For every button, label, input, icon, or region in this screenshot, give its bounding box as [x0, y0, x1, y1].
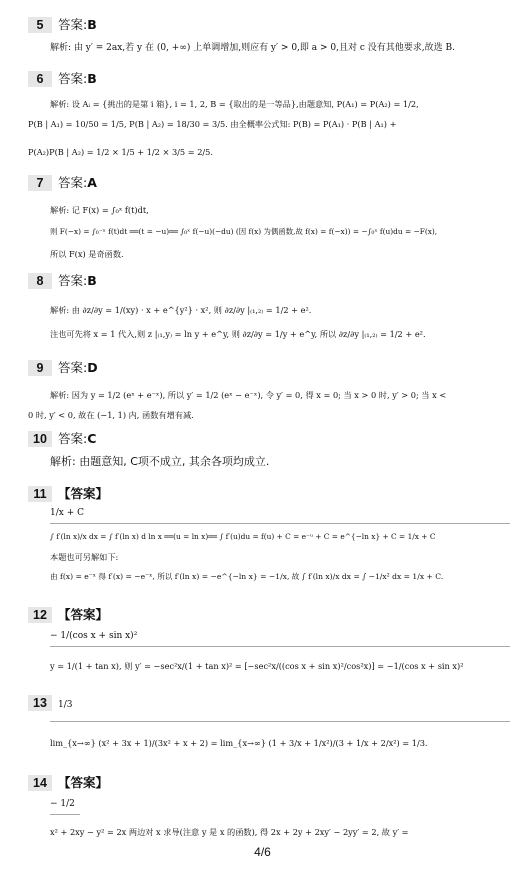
explanation-line: 解析: 由 y′ = 2ax,若 y 在 (0, +∞) 上单调增加,则应有 y′ > 0,即 a > 0,且对 c 没有其他要求,故选 B.	[50, 43, 455, 53]
explanation-line: x² + 2xy − y² = 2x 两边对 x 求导(注意 y 是 x 的函数), 得 2x + 2y + 2xy′ − 2yy′ = 2, 故 y′ =	[50, 827, 409, 837]
explanation-line: y = 1/(1 + tan x), 则 y′ = −sec²x/(1 + tan x)² = [−sec²x/((cos x + sin x)²/cos²x)] = −1/(cos x + sin x)²	[50, 661, 464, 671]
answer-label: 【答案】	[58, 607, 109, 622]
explanation-line: P(A₂)P(B | A₂) = 1/2 × 1/5 + 1/2 × 3/5 = 2/5.	[28, 147, 213, 157]
answer-value: B	[87, 17, 97, 32]
question-7	[28, 172, 508, 261]
explanation-line: 解析: 记 F(x) = ∫₀ˣ f(t)dt,	[50, 205, 149, 215]
answer-label: 答案:	[58, 360, 88, 375]
answer-label: 【答案】	[58, 486, 109, 501]
question-13	[28, 692, 508, 750]
explanation-line: 注也可先将 x = 1 代入,则 z |₍₁,y₎ = ln y + e^y, 则 ∂z/∂y = 1/y + e^y, 所以 ∂z/∂y |₍₁,₂₎ = 1/2 + e².	[50, 329, 426, 339]
answer-value: C	[87, 431, 97, 446]
question-10	[28, 428, 508, 469]
explanation-line: 0 时, y′ < 0, 故在 (−1, 1) 内, 函数有增有减.	[28, 410, 194, 420]
answer-value: B	[87, 273, 97, 288]
explanation-line: lim_{x→∞} (x² + 3x + 1)/(3x² + x + 2) = lim_{x→∞} (1 + 3/x + 1/x²)/(3 + 1/x + 2/x²) = 1/3.	[50, 738, 428, 748]
answer-label: 答案:	[58, 175, 88, 190]
explanation-line: 则 F(−x) = ∫₀⁻ˣ f(t)dt ══(t = −u)══ ∫₀ˣ f(−u)(−du) (因 f(x) 为偶函数,故 f(x) = f(−x)) = −∫₀ˣ f(u)du = −F(x),	[50, 227, 438, 236]
question-9	[28, 357, 508, 422]
answer-formula: − 1/2	[50, 799, 75, 809]
question-number: 6	[28, 71, 52, 87]
explanation-line: 解析: 设 Aᵢ = {挑出的是第 i 箱}, i = 1, 2, B = {取出的是一等品},由题意知, P(A₁) = P(A₂) = 1/2,	[50, 99, 419, 109]
answer-formula: 1/x + C	[50, 508, 84, 518]
explanation-line: ∫ f′(ln x)/x dx = ∫ f′(ln x) d ln x ══(u = ln x)══ ∫ f′(u)du = f(u) + C = e⁻ᵘ + C = e^{−ln x} + C = 1/x + C	[50, 532, 436, 541]
question-number: 10	[28, 431, 52, 447]
answer-formula: 1/3	[58, 700, 73, 710]
answer-label: 答案:	[58, 273, 88, 288]
answer-label: 答案:	[58, 71, 88, 86]
answer-label: 【答案】	[58, 775, 109, 790]
question-number: 13	[28, 695, 52, 711]
answer-value: B	[87, 71, 97, 86]
explanation-line: 解析: 因为 y = 1/2 (eˣ + e⁻ˣ), 所以 y′ = 1/2 (eˣ − e⁻ˣ), 令 y′ = 0, 得 x = 0; 当 x > 0 时, y′ > 0; 当 x <	[50, 390, 447, 400]
question-number: 8	[28, 273, 52, 289]
question-number: 5	[28, 17, 52, 33]
question-number: 14	[28, 775, 52, 791]
question-number: 7	[28, 175, 52, 191]
answer-label: 答案:	[58, 431, 88, 446]
question-14	[28, 772, 508, 839]
explanation-line: 解析: 由 ∂z/∂y = 1/(xy) · x + e^{y²} · x², 则 ∂z/∂y |₍₁,₂₎ = 1/2 + e².	[50, 305, 312, 315]
divider	[50, 645, 510, 647]
explanation-line: 本题也可另解如下:	[50, 552, 119, 562]
question-number: 9	[28, 360, 52, 376]
question-number: 11	[28, 486, 52, 502]
divider	[50, 720, 510, 722]
divider	[50, 522, 510, 524]
page-number: 4/6	[254, 845, 271, 859]
divider	[50, 813, 80, 815]
answer-formula: − 1/(cos x + sin x)²	[50, 631, 138, 641]
answer-value: D	[87, 360, 98, 375]
explanation-line: 由 f(x) = e⁻ˣ 得 f′(x) = −e⁻ˣ, 所以 f′(ln x) = −e^{−ln x} = −1/x, 故 ∫ f′(ln x)/x dx = ∫ −1/x² dx = 1/x + C.	[50, 572, 444, 581]
question-8	[28, 270, 508, 341]
question-12	[28, 604, 508, 673]
explanation-line: 解析: 由题意知, C项不成立, 其余各项均成立.	[50, 455, 270, 468]
question-5	[28, 14, 508, 55]
answer-value: A	[87, 175, 97, 190]
question-number: 12	[28, 607, 52, 623]
question-6	[28, 68, 508, 159]
question-11	[28, 483, 508, 584]
explanation-line: P(B | A₁) = 10/50 = 1/5, P(B | A₂) = 18/30 = 3/5. 由全概率公式知: P(B) = P(A₁) · P(B | A₁) +	[28, 119, 397, 129]
explanation-line: 所以 F(x) 是奇函数.	[50, 249, 124, 259]
answer-label: 答案:	[58, 17, 88, 32]
